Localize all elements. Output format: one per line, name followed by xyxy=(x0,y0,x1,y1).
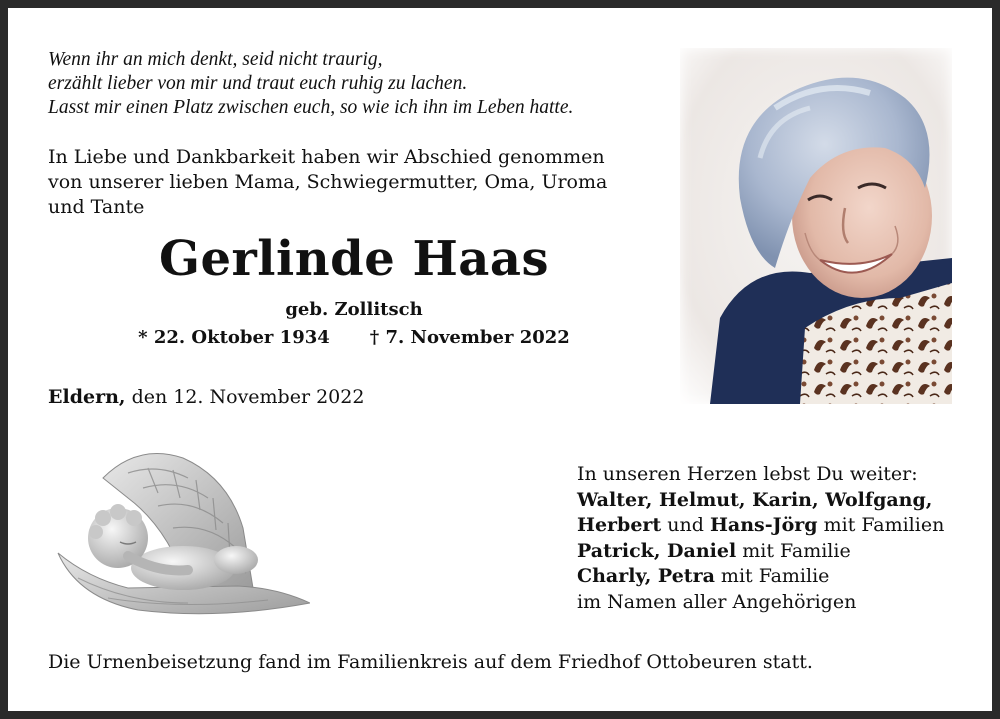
family-text: mit Familie xyxy=(714,565,830,587)
family-line xyxy=(577,564,944,590)
family-names: Herbert xyxy=(577,514,662,536)
family-heading: In unseren Herzen lebst Du weiter: xyxy=(577,463,918,485)
family-text: mit Familie xyxy=(736,539,851,562)
family-text: und xyxy=(661,514,710,536)
family-line xyxy=(577,539,944,565)
poem-line: Lasst mir einen Platz zwischen euch, so wie ich ihn im Leben hatte. xyxy=(48,97,574,118)
sleeping-angel-image xyxy=(48,438,310,620)
place-date xyxy=(48,385,364,410)
intro-line: In Liebe und Dankbarkeit haben wir Abschied genommen xyxy=(48,146,605,168)
family-line xyxy=(577,488,944,514)
obituary-card xyxy=(8,8,992,711)
family-names: Hans-Jörg xyxy=(709,514,818,536)
poem-line: erzählt lieber von mir und traut euch ruhig zu lachen. xyxy=(48,73,468,94)
intro-line: von unserer lieben Mama, Schwiegermutter, Oma, Uroma xyxy=(48,171,608,193)
family-names: Walter, Helmut, Karin, Wolfgang, xyxy=(577,488,933,511)
date: den 12. November 2022 xyxy=(131,386,365,408)
poem xyxy=(48,48,573,120)
family-line xyxy=(577,513,944,539)
family-names: Patrick, Daniel xyxy=(577,539,737,562)
deceased-name: Gerlinde Haas xyxy=(158,231,550,287)
death-date: † 7. November 2022 xyxy=(369,327,570,348)
family-signatures xyxy=(577,462,944,615)
birth-date: * 22. Oktober 1934 xyxy=(138,327,330,348)
intro-text xyxy=(48,145,607,220)
poem-line: Wenn ihr an mich denkt, seid nicht traurig, xyxy=(48,49,383,70)
maiden-name: geb. Zollitsch xyxy=(285,299,423,320)
intro-line: und Tante xyxy=(48,196,145,218)
portrait-photo xyxy=(680,48,952,404)
family-text: mit Familien xyxy=(817,514,945,536)
place: Eldern, xyxy=(48,386,126,408)
family-line: im Namen aller Angehörigen xyxy=(577,590,857,613)
life-dates xyxy=(48,326,660,350)
burial-notice: Die Urnenbeisetzung fand im Familienkreis auf dem Friedhof Ottobeuren statt. xyxy=(48,651,813,673)
family-names: Charly, Petra xyxy=(577,565,715,587)
